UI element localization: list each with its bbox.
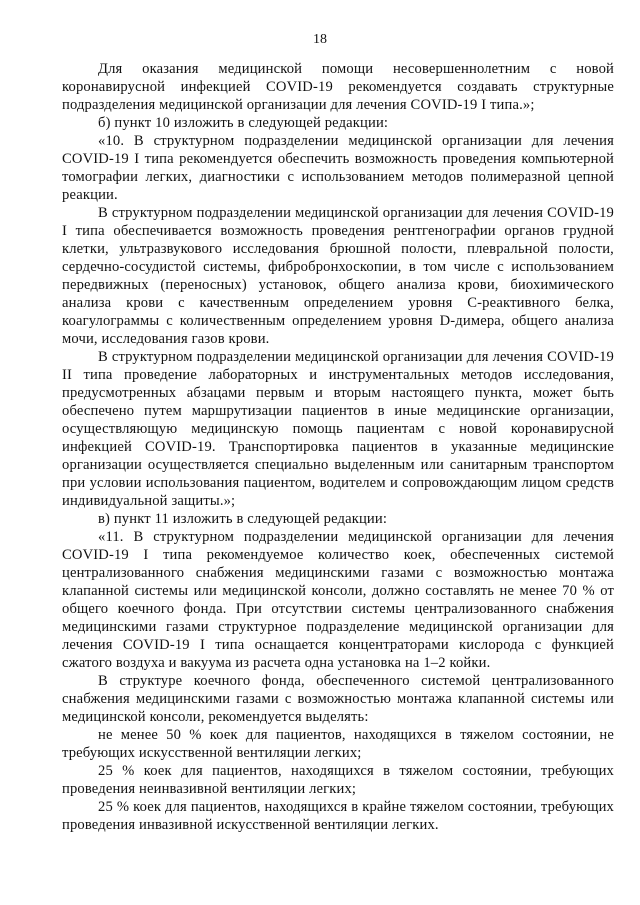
- paragraph: б) пункт 10 изложить в следующей редакции:: [98, 115, 389, 131]
- paragraph: В структурном подразделении медицинской организации для лечения COVID-19 II типа проведение лабораторных и инструментальных методов исследования, предусмотренных абзацами первым и вторым настоящего пункта, может быть обеспечено путем маршрутизации пациентов в иные медицинские организации, осуществляющую медицинскую помощь пациентам с новой коронавирусной инфекцией COVID-19. Транспортировка пациентов в указанные медицинские организации осуществляется специально выделенным или санитарным транспортом при условии использования пациентом, водителем и сопровождающим лицом средств индивидуальной защиты.»;: [62, 349, 614, 509]
- paragraph: «11. В структурном подразделении медицинской организации для лечения COVID-19 I типа рекомендуемое количество коек, обеспеченных системой централизованного снабжения медицинскими газами с возможностью монтажа клапанной системы или медицинской консоли, должно составлять не менее 70 % от общего коечного фонда. При отсутствии системы централизованного снабжения медицинскими газами структурное подразделение медицинской организации для лечения COVID-19 I типа оснащается концентраторами кислорода с функцией сжатого воздуха и вакуума из расчета одна установка на 1–2 койки.: [62, 529, 614, 671]
- paragraph: 25 % коек для пациентов, находящихся в тяжелом состоянии, требующих проведения неинвазивной вентиляции легких;: [62, 763, 614, 797]
- paragraph: Для оказания медицинской помощи несовершеннолетним с новой коронавирусной инфекцией COVID-19 рекомендуется создавать структурные подразделения медицинской организации для лечения COVID-19 I типа.»;: [62, 61, 614, 113]
- paragraph: В структуре коечного фонда, обеспеченного системой централизованного снабжения медицинскими газами с возможностью монтажа клапанной системы или медицинской консоли, рекомендуется выделять:: [62, 673, 614, 725]
- paragraph: не менее 50 % коек для пациентов, находящихся в тяжелом состоянии, не требующих искусственной вентиляции легких;: [62, 727, 614, 761]
- paragraph: 25 % коек для пациентов, находящихся в крайне тяжелом состоянии, требующих проведения инвазивной искусственной вентиляции легких.: [62, 799, 614, 833]
- paragraph: В структурном подразделении медицинской организации для лечения COVID-19 I типа обеспечивается возможность проведения рентгенографии органов грудной клетки, ультразвукового исследования брюшной полости, плевральной полости, сердечно-сосудистой системы, фибробронхоскопии, в том числе с использованием передвижных (переносных) установок, общего анализа крови, биохимического анализа крови с качественным определением уровня С-реактивного белка, коагулограммы с количественным определением уровня D-димера, общего анализа мочи, исследования газов крови.: [62, 205, 614, 347]
- paragraph: в) пункт 11 изложить в следующей редакции:: [98, 511, 388, 527]
- page-number: 18: [313, 32, 327, 47]
- paragraph: «10. В структурном подразделении медицинской организации для лечения COVID-19 I типа рекомендуется обеспечить возможность проведения компьютерной томографии легких, диагностики с использованием методов полимеразной цепной реакции.: [62, 133, 614, 203]
- document-body: [62, 60, 614, 834]
